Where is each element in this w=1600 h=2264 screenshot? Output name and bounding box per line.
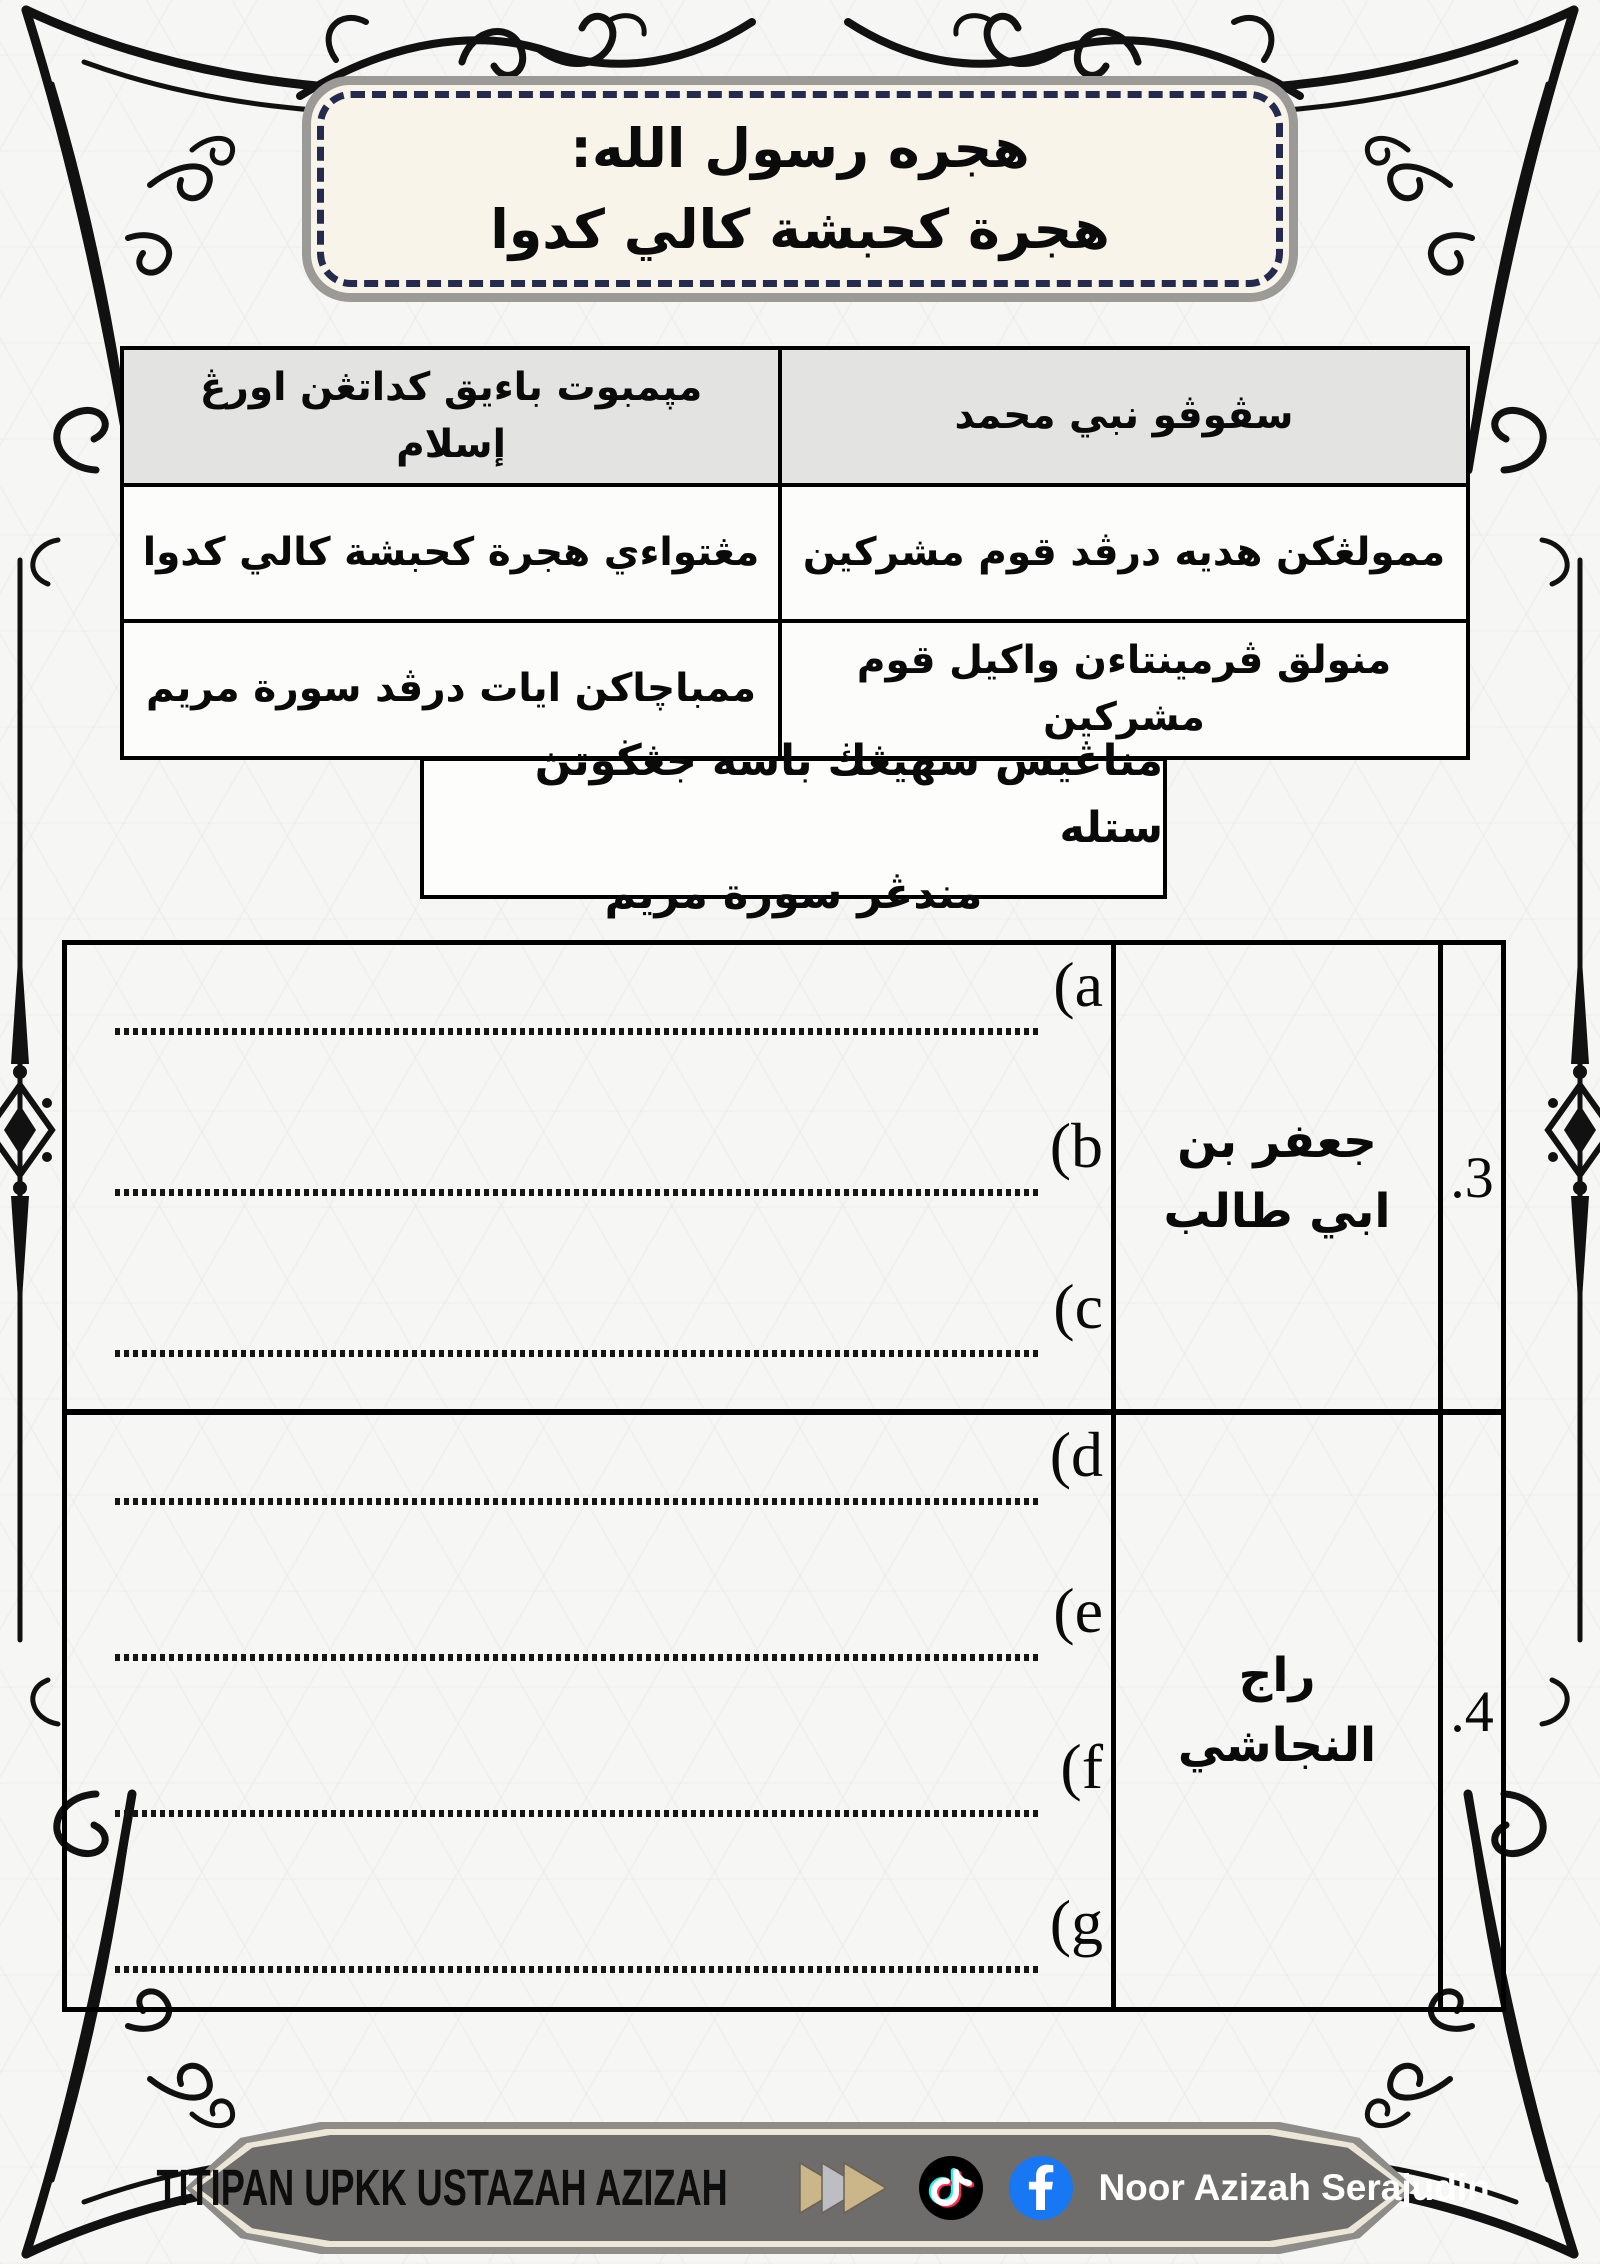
banner-brand-text: TITIPAN UPKK USTAZAH AZIZAH xyxy=(156,2158,728,2217)
item-4-name-cell xyxy=(1111,1415,1443,2007)
item-3-number-cell xyxy=(1443,945,1501,1415)
answer-line-f xyxy=(115,1810,1039,1817)
footer-banner xyxy=(156,2122,1490,2254)
note-line-1: مناڠيس سهيڠڬ باسه جڠڬوتڽ ستله xyxy=(534,736,1163,853)
item-3-name-cell xyxy=(1111,945,1443,1415)
banner-content xyxy=(156,2122,1490,2254)
facebook-icon xyxy=(1008,2155,1074,2221)
answer-row-e xyxy=(67,1574,1103,1661)
answer-line-g xyxy=(115,1966,1039,1973)
facts-row-1-right-cell: ممولڠكن هديه درڤد قوم مشركين xyxy=(780,485,1468,621)
answer-label-g: (g xyxy=(1049,1886,1103,1958)
answer-row-b xyxy=(67,1109,1103,1196)
answer-line-d xyxy=(115,1498,1039,1505)
answer-row-a xyxy=(67,951,1103,1035)
facts-header-row xyxy=(122,348,1468,485)
answer-label-a: (a xyxy=(1053,949,1103,1020)
note-line-2: مندڠر سورة مريم xyxy=(604,869,983,920)
item-3-answers-cell xyxy=(67,945,1111,1415)
item-3-name: جعفر بن ابي طالب xyxy=(1163,1113,1391,1239)
facts-table xyxy=(120,346,1470,760)
item-4-number: 4. xyxy=(1450,1678,1494,1744)
title-line-1: هجره رسول الله: xyxy=(570,117,1030,180)
item-4-number-cell xyxy=(1443,1415,1501,2007)
answer-line-a xyxy=(115,1028,1039,1035)
answer-line-b xyxy=(115,1189,1039,1196)
title-box-inner xyxy=(317,91,1283,287)
item-3-number: 3. xyxy=(1450,1144,1494,1210)
chevrons-icon xyxy=(798,2157,894,2219)
answer-line-c xyxy=(115,1350,1039,1357)
tiktok-icon xyxy=(918,2155,984,2221)
note-box xyxy=(420,736,1167,920)
answer-label-c: (c xyxy=(1053,1270,1103,1342)
answer-row-g xyxy=(67,1886,1103,1973)
title-line-2: هجرة كحبشة كالي كدوا xyxy=(490,198,1110,261)
answer-table xyxy=(62,940,1506,2012)
answer-row-d xyxy=(67,1421,1103,1505)
item-4-answers-cell xyxy=(67,1415,1111,2007)
facts-row-2-right-cell: منولق ڤرمينتاءن واكيل قوم مشركين xyxy=(780,621,1468,758)
item-4-name: راج النجاشي xyxy=(1177,1647,1377,1773)
facts-header-right-cell: سڤوڤو نبي محمد xyxy=(780,348,1468,485)
answer-label-d: (d xyxy=(1049,1419,1103,1490)
facts-header-left-cell: مڽمبوت باءيق كداتڠن اورڠ إسلام xyxy=(122,348,780,485)
facts-row-1 xyxy=(122,485,1468,621)
banner-social-name: Noor Azizah Serajudin xyxy=(1098,2167,1490,2208)
facts-row-1-left-cell: مڠتواءي هجرة كحبشة كالي كدوا xyxy=(122,485,780,621)
answer-line-e xyxy=(115,1654,1039,1661)
answer-row-c xyxy=(67,1270,1103,1357)
facts-row-2-left-cell: ممباچاكن ايات درڤد سورة مريم xyxy=(122,621,780,758)
answer-row-f xyxy=(67,1730,1103,1817)
title-box xyxy=(302,76,1298,302)
answer-label-f: (f xyxy=(1060,1730,1103,1802)
answer-label-b: (b xyxy=(1049,1109,1103,1181)
answer-label-e: (e xyxy=(1053,1574,1103,1646)
